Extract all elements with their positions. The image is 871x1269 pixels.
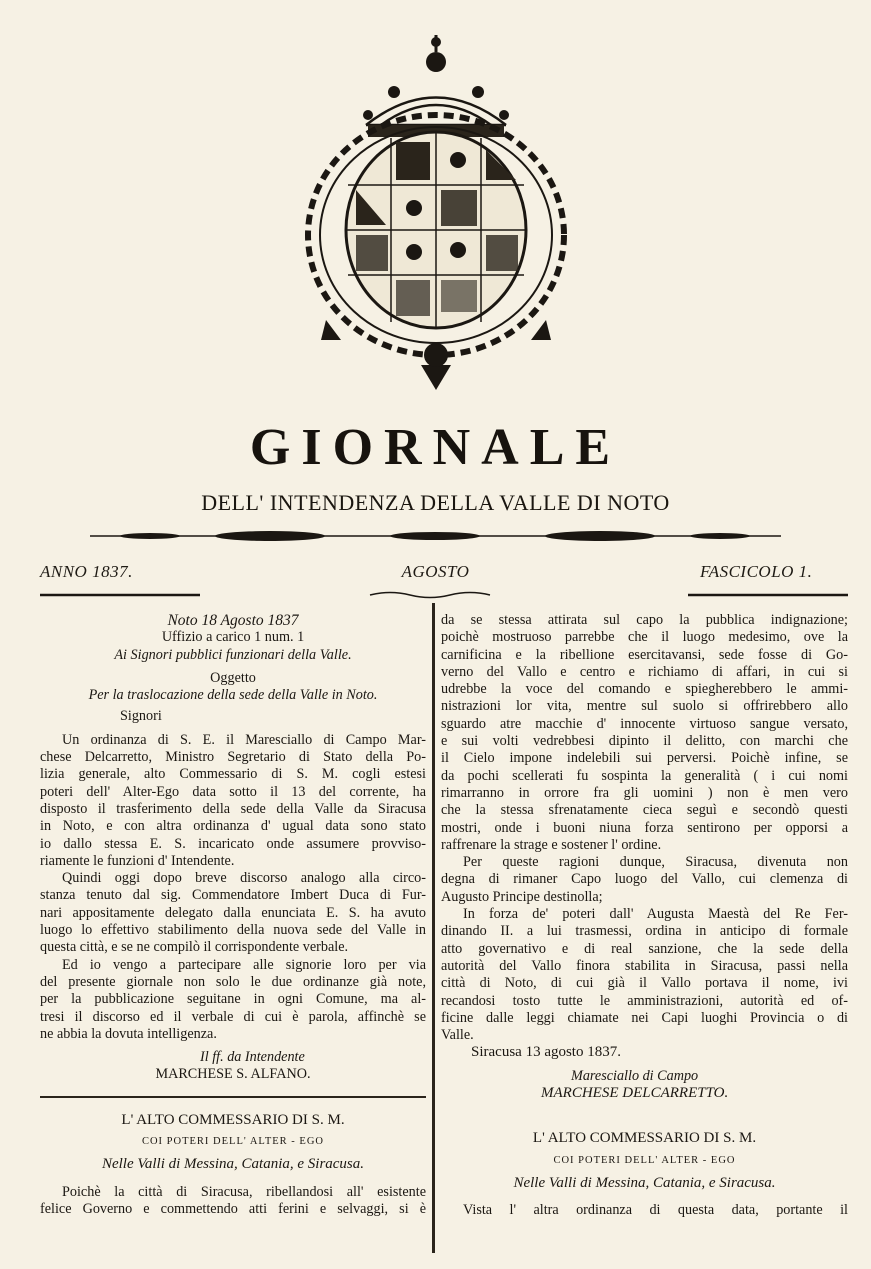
section-place: Nelle Valli di Messina, Catania, e Siracusa. xyxy=(101,1156,365,1173)
text-line: felice Governo e commettendo atti ferini e selvaggi, si è xyxy=(40,1200,426,1217)
paragraph-1 xyxy=(441,612,848,854)
text-line: tresi il discorso ed il verbale di cui è parola, affinchè se xyxy=(40,1008,426,1025)
text-line: ne abbia la dovuta intelligenza. xyxy=(40,1025,217,1042)
text-line: rimarranno in orrore fra gli uomini ) non è men vero xyxy=(441,784,848,801)
text-line: città di Noto, di cui già il Vallo portava il nome, ivi xyxy=(441,975,848,992)
text-line: che la stessa sfrenatamente cieca seguì e secondò questi xyxy=(441,802,848,819)
section-rule xyxy=(40,1096,426,1098)
subject-label: Oggetto xyxy=(210,669,256,686)
paragraph-1 xyxy=(40,732,426,870)
office-reference: Uffizio a carico 1 num. 1 xyxy=(161,629,305,646)
text-line: poichè mostruoso parrebbe che il luogo medesimo, ove la xyxy=(441,629,848,646)
text-line: recandosi tosto tutte le amministrazioni, autorità ed of- xyxy=(441,992,848,1009)
paragraph-4 xyxy=(40,1184,426,1219)
text-line: atto governativo e di real sanzione, che la sede della xyxy=(441,940,848,957)
signature-name: MARCHESE DELCARRETTO. xyxy=(541,1085,729,1102)
issue-year: ANNO 1837. xyxy=(40,562,133,581)
newspaper-title: GIORNALE xyxy=(249,419,622,476)
text-line: e sui volti vedrebbesi dipinto il delitto, con marchi che xyxy=(441,733,848,750)
section-heading: L' ALTO COMMESSARIO DI S. M. xyxy=(532,1130,757,1147)
dateline: Siracusa 13 agosto 1837. xyxy=(471,1044,621,1061)
text-line: disposto il trasferimento della sede della Valle da Siracusa xyxy=(40,800,426,817)
text-line: dinando II. a lui trasmessi, ordina in anticipo di formale xyxy=(441,923,848,940)
text-line: lizia generale, alto Commessario di S. M. cogli estesi xyxy=(40,766,426,783)
text-line: Valle. xyxy=(441,1027,474,1044)
text-line: mostri, onde i buoni niuna forza sentirono per opporsi a xyxy=(441,819,848,836)
text-line: Vista l' altra ordinanza di questa data, portante il xyxy=(463,1202,848,1219)
text-line: autorità del Vallo finora stabilita in Siracusa, passi nella xyxy=(441,957,848,974)
right-column xyxy=(441,612,848,1220)
text-line: raffrenare la strage e sostener l' ordine. xyxy=(441,836,662,853)
text-line: stanza tenuto dal sig. Commendatore Imbert Duca di Fur- xyxy=(40,887,426,904)
text-line: Per queste ragioni dunque, Siracusa, divenuta non xyxy=(463,854,848,871)
text-line: sguardo atre macchie d' innocente virtuoso sangue versato, xyxy=(441,715,848,732)
text-line: Quindi oggi dopo breve discorso analogo alla circo- xyxy=(62,870,426,887)
newspaper-subtitle: DELL' INTENDENZA DELLA VALLE DI NOTO xyxy=(201,490,670,515)
text-line: Ed io vengo a partecipare alle signorie loro per via xyxy=(62,956,426,973)
signature-title: Il ff. da Intendente xyxy=(200,1049,305,1066)
text-line: ficine dalle leggi chiamate nei Capi luoghi Provincia o di xyxy=(441,1009,848,1026)
text-line: In forza de' poteri dall' Augusta Maestà del Re Fer- xyxy=(463,906,848,923)
section-subheading: COI POTERI DELL' ALTER - EGO xyxy=(141,1136,325,1148)
text-line: il Cielo impone indelebili sui perversi. Poichè infine, se xyxy=(441,750,848,767)
text-line: da se stessa attirata sul capo la pubblica indignazione; xyxy=(441,612,848,628)
text-line: Un ordinanza di S. E. il Maresciallo di Campo Mar- xyxy=(62,731,426,748)
text-line: io dallo stessa E. S. incaricato onde assumere provviso- xyxy=(40,835,426,852)
section-heading: L' ALTO COMMESSARIO DI S. M. xyxy=(121,1111,345,1128)
text-line: nistrazioni lor vita, mentre sul suolo si offrirebbero allo xyxy=(441,698,848,715)
header-rule xyxy=(40,590,848,600)
text-line: da pochi scellerati fu sospinta la generalità ( i cui nomi xyxy=(441,767,848,784)
salutation: Signori xyxy=(120,708,162,725)
text-line: per la pubblicazione seguitane in ogni Comune, ma al- xyxy=(40,991,426,1008)
text-line: questa città, e se ne compilò il corrispondente verbale. xyxy=(40,939,349,956)
text-line: carnificina e la ribellione esercitavansi, sede fosse di Go- xyxy=(441,646,848,663)
text-line: verno del Vallo e centro e richiamo di affari, in cui si xyxy=(441,663,848,680)
left-column xyxy=(40,612,426,1218)
signature-name: MARCHESE S. ALFANO. xyxy=(155,1066,311,1083)
text-line: poteri dell' Alter-Ego data sotto il 13 del corrente, ha xyxy=(40,783,426,800)
paragraph-3 xyxy=(441,906,848,1044)
subject: Per la traslocazione della sede della Valle in Noto. xyxy=(88,687,378,704)
text-line: luogo lo effettivo stabilimento della nuova sede del Valle in xyxy=(40,922,426,939)
text-line: del presente giornale non solo le due ordinanze già note, xyxy=(40,973,426,990)
text-line: riamente le funzioni d' Intendente. xyxy=(40,852,235,869)
paragraph-2 xyxy=(441,854,848,906)
paragraph-2 xyxy=(40,870,426,956)
issue-month: AGOSTO xyxy=(401,562,470,581)
issue-number: FASCICOLO 1. xyxy=(700,562,813,581)
signature-title: Maresciallo di Campo xyxy=(571,1067,699,1084)
ornamental-rule xyxy=(90,528,781,544)
section-place: Nelle Valli di Messina, Catania, e Siracusa. xyxy=(513,1174,776,1191)
paragraph-4 xyxy=(441,1202,848,1219)
paragraph-3 xyxy=(40,957,426,1043)
text-line: chese Delcarretto, Ministro Segretario di Stato della Po- xyxy=(40,749,426,766)
recipients: Ai Signori pubblici funzionari della Valle. xyxy=(114,646,352,663)
section-subheading: COI POTERI DELL' ALTER - EGO xyxy=(553,1154,736,1166)
text-line: Poichè la città di Siracusa, ribellandosi all' esistente xyxy=(62,1183,426,1200)
text-line: Augusto Principe destinolla; xyxy=(441,888,603,905)
text-line: nari appositamente delegato dalla enunciata E. S. ha avuto xyxy=(40,904,426,921)
dateline: Noto 18 Agosto 1837 xyxy=(167,612,299,629)
column-divider xyxy=(432,603,435,1253)
coat-of-arms-icon xyxy=(286,30,586,400)
text-line: in Noto, e con altra ordinanza d' ugual data sono stato xyxy=(40,818,426,835)
text-line: udrebbe la voce del comando e spiegherebbero le ammi- xyxy=(441,681,848,698)
text-line: degna di rimaner Capo luogo del Vallo, cui clemenza di xyxy=(441,871,848,888)
